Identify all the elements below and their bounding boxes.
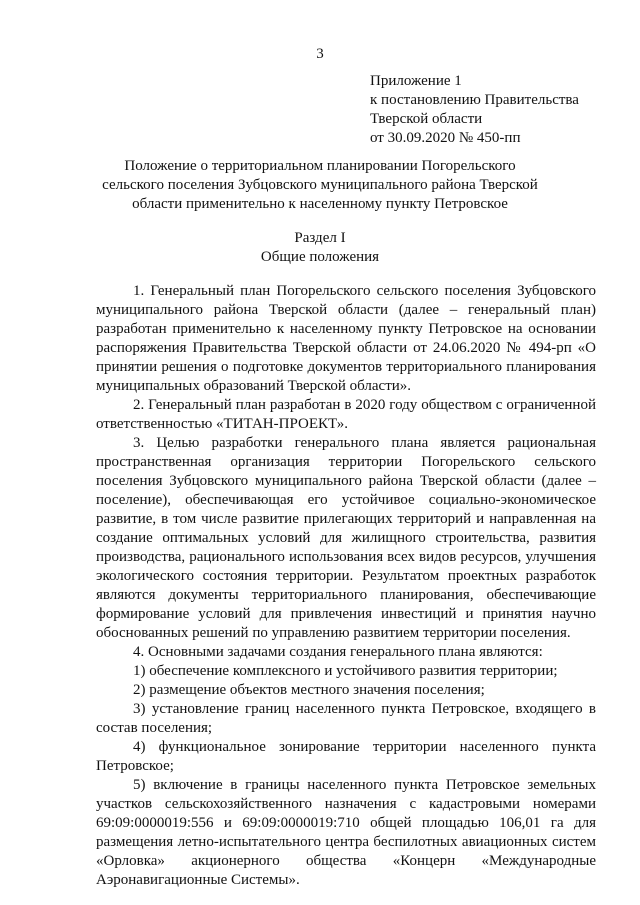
appendix-line: Приложение 1 <box>370 73 462 89</box>
paragraph: 3. Целью разработки генерального плана является рациональная пространственная организация территории Погорельского сельского поселения Зубцовского муниципального района Тверской области (далее – поселение), обеспечивающая его устойчивое социально-экономическое развитие, в том числе развитие прилегающих территорий и направленная на создание оптимальных условий для жилищного строительства, развития производства, рационального использования всех видов ресурсов, улучшения экологического состояния территории. Результатом проектных разработок являются документы территориального планирования, обеспечивающие формирование условий для привлечения инвестиций и принятия научно обоснованных решений по управлению развитием территории поселения. <box>96 435 596 641</box>
paragraph: 1. Генеральный план Погорельского сельского поселения Зубцовского муниципального района Тверской области (далее – генеральный план) разработан применительно к населенному пункту Петровское на основании распоряжения Правительства Тверской области от 24.06.2020 № 494-рп «О принятии решения о подготовке документов территориального планирования муниципальных образований Тверской области». <box>96 283 596 394</box>
paragraph: 2. Генеральный план разработан в 2020 году обществом с ограниченной ответственностью «ТИТАН-ПРОЕКТ». <box>96 397 596 432</box>
list-item: 3) установление границ населенного пункта Петровское, входящего в состав поселения; <box>96 701 596 736</box>
page-number: 3 <box>316 46 324 62</box>
document-title: Положение о территориальном планировании Погорельского сельского поселения Зубцовского муниципального района Тверской области применительно к населенному пункту Петровское <box>102 158 538 212</box>
list-item: 1) обеспечение комплексного и устойчивого развития территории; <box>133 663 558 679</box>
appendix-line: от 30.09.2020 № 450-пп <box>370 130 521 146</box>
appendix-block <box>370 72 579 148</box>
appendix-line: Тверской области <box>370 111 483 127</box>
document-body <box>96 282 596 890</box>
list-item: 2) размещение объектов местного значения поселения; <box>133 682 485 698</box>
list-item: 4) функциональное зонирование территории населенного пункта Петровское; <box>96 739 596 774</box>
list-item: 5) включение в границы населенного пункта Петровское земельных участков сельскохозяйственного назначения с кадастровыми номерами 69:09:0000019:556 и 69:09:0000019:710 общей площадью 106,01 га для размещения летно-испытательного центра беспилотных авиационных систем «Орловка» акционерного общества «Концерн «Международные Аэронавигационные Системы». <box>96 777 596 888</box>
section-heading <box>0 229 640 267</box>
section-name: Общие положения <box>260 249 380 265</box>
appendix-line: к постановлению Правительства <box>370 92 579 108</box>
section-number: Раздел I <box>294 230 346 246</box>
paragraph: 4. Основными задачами создания генерального плана являются: <box>133 644 543 660</box>
